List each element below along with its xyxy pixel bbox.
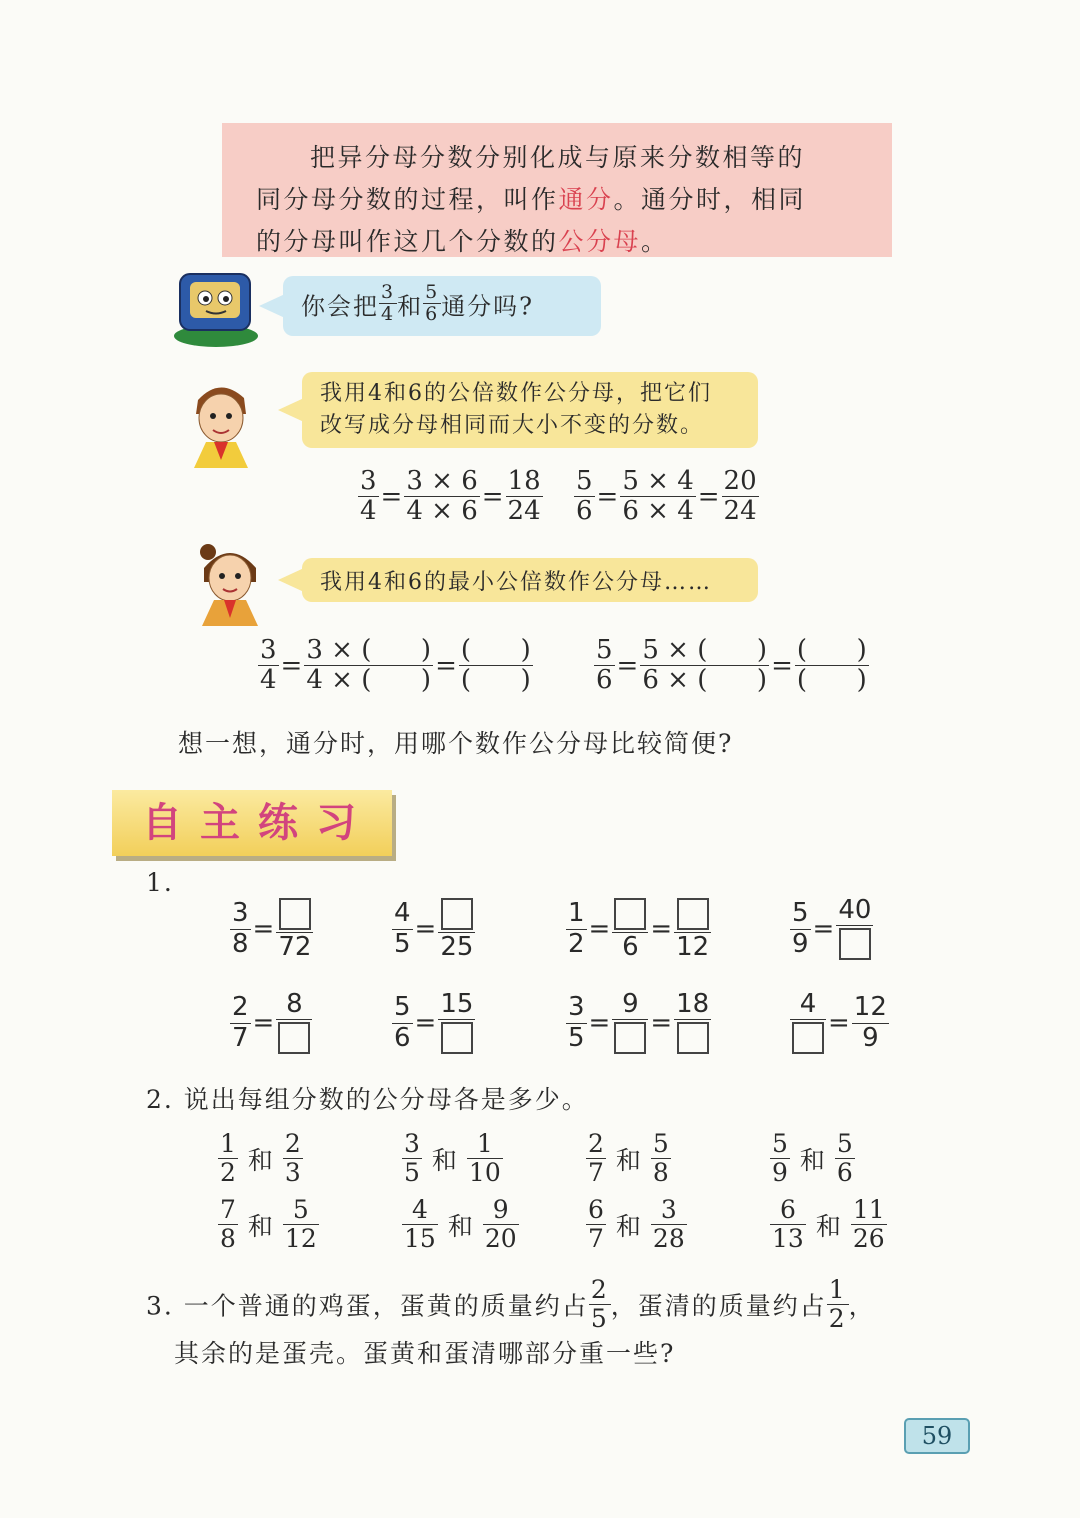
definition-box [222, 123, 892, 257]
answer-box[interactable] [441, 1022, 473, 1054]
exercise-1-item: 4 = $\frac{12}{9}$ [790, 990, 889, 1056]
fraction-pair: $\frac{4}{15}$ 和 $\frac{9}{20}$ [404, 1195, 517, 1253]
fraction-pair: $\frac{7}{8}$ 和 $\frac{5}{12}$ [220, 1195, 317, 1253]
exercise-1-item: $\frac{1}{2}$ = 6 = 12 [566, 896, 711, 962]
boy-character-illustration [176, 378, 264, 468]
definition-line-1: 把异分母分数分别化成与原来分数相等的 [310, 143, 806, 172]
definition-line-2: 同分母分数的过程，叫作通分。通分时，相同 [256, 185, 807, 214]
fraction-pair: $\frac{6}{7}$ 和 $\frac{3}{28}$ [588, 1195, 685, 1253]
answer-box[interactable] [839, 928, 871, 960]
boy-speech-line-1: 我用4和6的公倍数作公分母，把它们 [320, 381, 712, 406]
answer-box[interactable] [677, 898, 709, 930]
exercise-1-item: $\frac{3}{5}$ = 9 = 18 [568, 989, 710, 1053]
girl-character-illustration [190, 538, 270, 626]
think-prompt: 想一想，通分时，用哪个数作公分母比较简便? [178, 729, 734, 758]
term-tongfen: 通分 [558, 185, 614, 214]
girl-speech-text: 我用4和6的最小公倍数作公分母…… [320, 570, 712, 595]
answer-box[interactable] [792, 1022, 824, 1054]
girl-speech-bubble [302, 558, 758, 602]
equation-3-4: $\frac{3}{4}$ = $\frac{3 \times 6}{4 \times 6}$ = $\frac{18}{24}$ [360, 466, 541, 527]
blank-equation-3-4: $\frac{3}{4}$ = $\frac{3 \times ( )}{4 \times ( )}$ = $\frac{( )}{( )}$ [260, 635, 531, 696]
answer-box[interactable] [614, 898, 646, 930]
exercise-1-item: $\frac{2}{7}$ = 8 [230, 990, 312, 1056]
fraction-pair: $\frac{6}{13}$ 和 $\frac{11}{26}$ [772, 1195, 885, 1253]
exercise-1-number: 1. [146, 868, 174, 897]
equation-5-6: $\frac{5}{6}$ = $\frac{5 \times 4}{6 \times 4}$ = $\frac{20}{24}$ [576, 466, 757, 527]
exercise-3-line-2: 其余的是蛋壳。蛋黄和蛋清哪部分重一些? [174, 1339, 676, 1368]
definition-line-3: 的分母叫作这几个分数的公分母。 [256, 227, 669, 256]
page-number: 59 [904, 1418, 970, 1454]
exercise-1-item: $\frac{5}{9}$ = 40 [792, 895, 872, 959]
robot-character-illustration [170, 266, 262, 348]
exercise-1-item: $\frac{3}{8}$ = 72 [230, 896, 313, 962]
question-bubble: 你会把 $\frac{3}{4}$ 和 $\frac{5}{6}$ 通分吗? [283, 276, 601, 336]
term-gongfenmu: 公分母 [558, 227, 642, 256]
exercise-1-item: $\frac{5}{6}$ = 15 [394, 989, 474, 1053]
fraction-pair: $\frac{3}{5}$ 和 $\frac{1}{10}$ [404, 1129, 501, 1187]
answer-box[interactable] [279, 898, 311, 930]
fraction-pair: $\frac{1}{2}$ 和 $\frac{2}{3}$ [220, 1129, 301, 1187]
boy-speech-bubble [302, 372, 758, 448]
section-heading-practice: 自主练习 [112, 790, 392, 856]
exercise-2-title: 2. 说出每组分数的公分母各是多少。 [146, 1085, 589, 1114]
exercise-1-item: $\frac{4}{5}$ = 25 [392, 896, 475, 962]
fraction-pair: $\frac{5}{9}$ 和 $\frac{5}{6}$ [772, 1129, 853, 1187]
answer-box[interactable] [614, 1022, 646, 1054]
answer-box[interactable] [278, 1022, 310, 1054]
answer-box[interactable] [677, 1022, 709, 1054]
exercise-3-line-1: 3. 一个普通的鸡蛋，蛋黄的质量约占 $\frac{2}{5}$ ，蛋清的质量约占 $\frac{1}{2}$ ， [146, 1275, 876, 1333]
blank-equation-5-6: $\frac{5}{6}$ = $\frac{5 \times ( )}{6 \times ( )}$ = $\frac{( )}{( )}$ [596, 635, 867, 696]
answer-box[interactable] [441, 898, 473, 930]
fraction-pair: $\frac{2}{7}$ 和 $\frac{5}{8}$ [588, 1129, 669, 1187]
boy-speech-line-2: 改写成分母相同而大小不变的分数。 [320, 413, 705, 438]
